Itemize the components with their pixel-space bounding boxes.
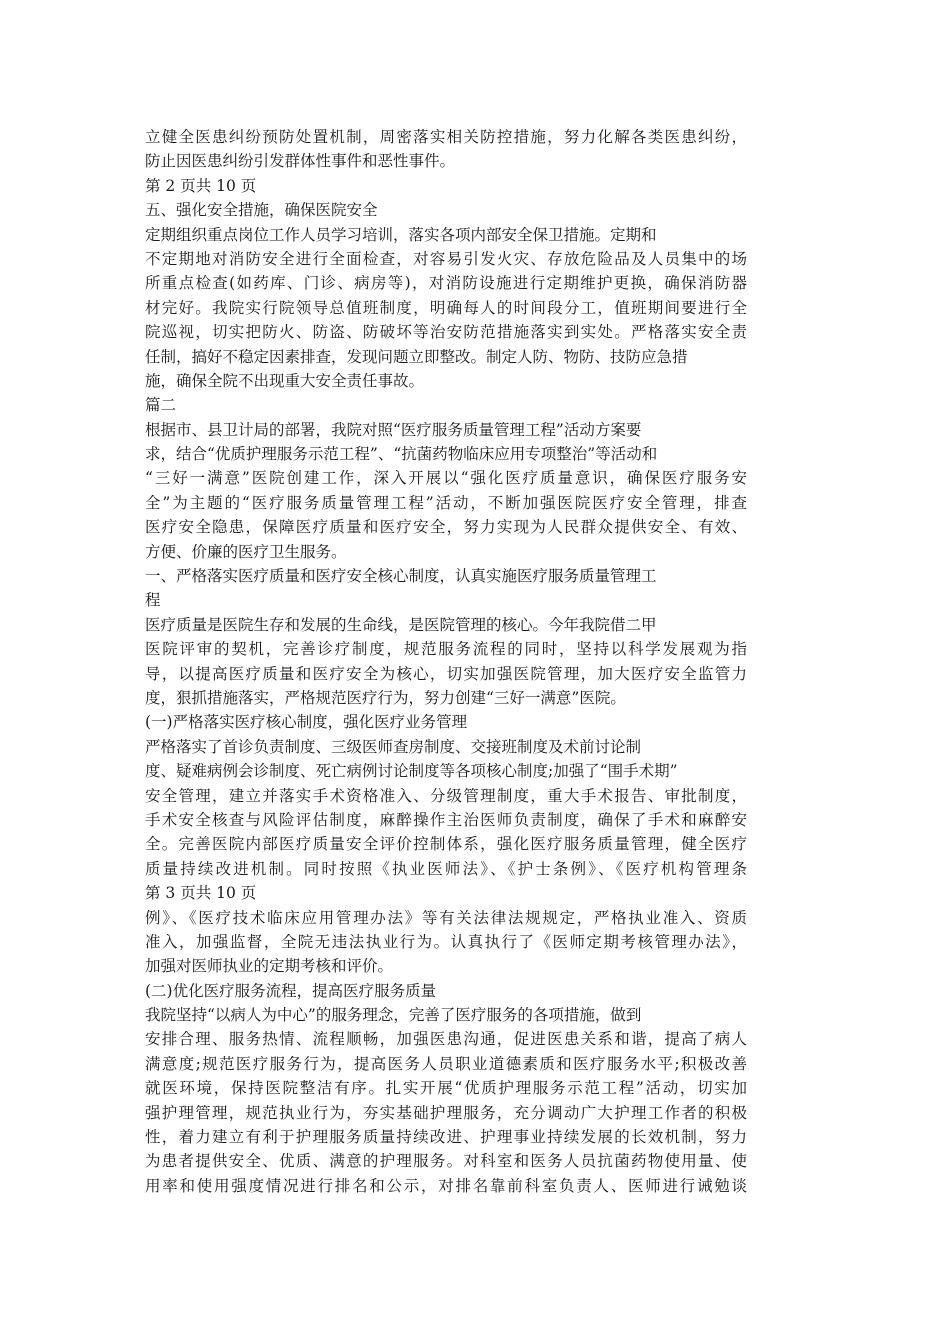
text-line: 任制，搞好不稳定因素排查，发现问题立即整改。制定人防、物防、技防应急措	[145, 347, 688, 366]
text-line: 导，以提高医疗质量和医疗安全为核心，切实加强医院管理，加大医疗安全监管力	[145, 664, 747, 683]
text-line: 根据市、县卫计局的部署，我院对照“医疗服务质量管理工程”活动方案要	[145, 420, 642, 439]
text-line: 安排合理、服务热情、流程顺畅，加强医患沟通，促进医患关系和谐，提高了病人	[145, 1030, 747, 1049]
section-heading: (一)严格落实医疗核心制度，强化医疗业务管理	[145, 713, 468, 732]
text-line: 全”为主题的“医疗服务质量管理工程”活动，不断加强医院医疗安全管理，排查	[145, 493, 747, 512]
text-line: 强护理管理，规范执业行为，夯实基础护理服务，充分调动广大护理工作者的积极	[145, 1103, 747, 1122]
text-line: 度，狠抓措施落实，严格规范医疗行为，努力创建“三好一满意”医院。	[145, 688, 626, 707]
text-line: 定期组织重点岗位工作人员学习培训，落实各项内部安全保卫措施。定期和	[145, 225, 657, 244]
section-heading: (二)优化医疗服务流程，提高医疗服务质量	[145, 981, 437, 1000]
text-line: “三好一满意”医院创建工作，深入开展以“强化医疗质量意识，确保医疗服务安	[145, 469, 747, 488]
text-line: 求，结合“优质护理服务示范工程”、“抗菌药物临床应用专项整治”等活动和	[145, 445, 658, 464]
text-line: 方便、价廉的医疗卫生服务。	[145, 542, 347, 561]
text-line: 防止因医患纠纷引发群体性事件和恶性事件。	[145, 152, 456, 171]
text-line: 院巡视，切实把防火、防盗、防破坏等治安防范措施落实到实处。严格落实安全责	[145, 323, 747, 342]
text-line: 例》、《医疗技术临床应用管理办法》等有关法律法规规定，严格执业准入、资质	[145, 908, 747, 927]
page-number: 第 2 页共 10 页	[145, 176, 257, 195]
text-line: 严格落实了首诊负责制度、三级医师查房制度、交接班制度及术前讨论制	[145, 737, 642, 756]
text-line: 医疗质量是医院生存和发展的生命线，是医院管理的核心。今年我院借二甲	[145, 615, 657, 634]
text-line: 手术安全核查与风险评估制度，麻醉操作主治医师负责制度，确保了手术和麻醉安	[145, 810, 747, 829]
text-line: 全。完善医院内部医疗质量安全评价控制体系，强化医疗服务质量管理，健全医疗	[145, 835, 747, 854]
text-line: 材完好。我院实行院领导总值班制度，明确每人的时间段分工，值班期间要进行全	[145, 298, 747, 317]
text-line: 医疗安全隐患，保障医疗质量和医疗安全，努力实现为人民群众提供安全、有效、	[145, 518, 747, 537]
section-heading: 一、严格落实医疗质量和医疗安全核心制度，认真实施医疗服务质量管理工	[145, 567, 657, 586]
text-line: 性，着力建立有利于护理服务质量持续改进、护理事业持续发展的长效机制，努力	[145, 1128, 747, 1147]
text-line: 准入，加强监督，全院无违法执业行为。认真执行了《医师定期考核管理办法》，	[145, 932, 747, 951]
text-line: 加强对医师执业的定期考核和评价。	[145, 957, 394, 976]
text-line: 施，确保全院不出现重大安全责任事故。	[145, 371, 425, 390]
section-heading: 五、强化安全措施，确保医院安全	[145, 201, 378, 220]
text-line: 我院坚持“以病人为中心”的服务理念，完善了医疗服务的各项措施，做到	[145, 1006, 642, 1025]
page-number: 第 3 页共 10 页	[145, 884, 257, 903]
section-heading: 程	[145, 591, 161, 610]
text-line: 立健全医患纠纷预防处置机制，周密落实相关防控措施，努力化解各类医患纠纷，	[145, 128, 747, 146]
text-line: 不定期地对消防安全进行全面检查，对容易引发火灾、存放危险品及人员集中的场	[145, 249, 747, 268]
text-line: 医院评审的契机，完善诊疗制度，规范服务流程的同时，坚持以科学发展观为指	[145, 640, 747, 659]
text-line: 质量持续改进机制。同时按照《执业医师法》、《护士条例》、《医疗机构管理条	[145, 859, 747, 878]
text-line: 所重点检查(如药库、门诊、病房等)，对消防设施进行定期维护更换，确保消防器	[145, 274, 747, 293]
text-line: 满意度;规范医疗服务行为，提高医务人员职业道德素质和医疗服务水平;积极改善	[145, 1054, 747, 1073]
section-heading: 篇二	[145, 396, 177, 415]
text-line: 用率和使用强度情况进行排名和公示，对排名靠前科室负责人、医师进行诫勉谈	[145, 1176, 747, 1195]
text-line: 度、疑难病例会诊制度、死亡病例讨论制度等各项核心制度;加强了“围手术期”	[145, 762, 678, 781]
text-line: 为患者提供安全、优质、满意的护理服务。对科室和医务人员抗菌药物使用量、使	[145, 1152, 747, 1171]
document-body	[145, 125, 765, 1198]
text-line: 安全管理，建立并落实手术资格准入、分级管理制度，重大手术报告、审批制度，	[145, 786, 747, 805]
text-line: 就医环境，保持医院整洁有序。扎实开展“优质护理服务示范工程”活动，切实加	[145, 1079, 747, 1098]
